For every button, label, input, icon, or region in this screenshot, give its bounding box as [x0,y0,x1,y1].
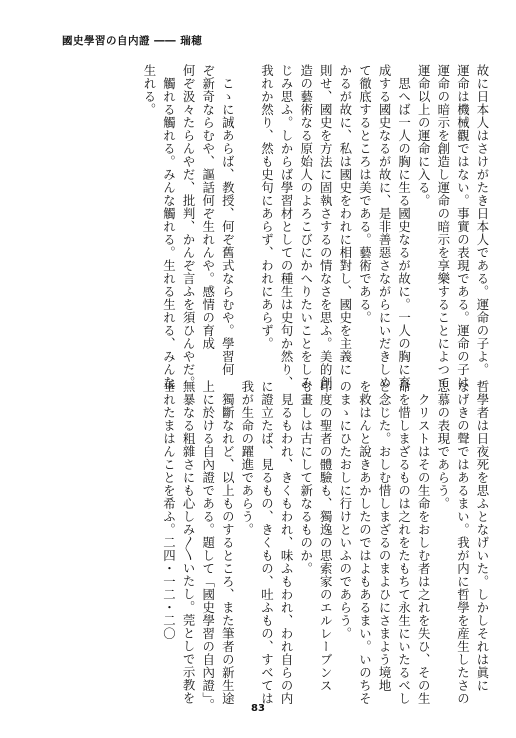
text-line: かるが故に、私は國史をわれに相對し、國史を主義に [337,64,353,376]
text-line: 運命以上の運命に入る。 [416,64,432,207]
text-line: 故に日本人はさけがたき日本人である。運命の子よ。 [475,64,490,376]
text-line: 成する國史なるが故に、是非善惡さながらにいだきしめ [377,64,393,389]
text-line: じみ思ふ。しからば學習材としての種生は史句か然り、 [279,64,295,389]
text-line: のまゝにひたおしに行けといふのであらう。 [337,380,353,640]
text-line: 運命の暗示を創造し運命の暗示を享樂することによつて [435,64,451,389]
text-line: こゝに誠あらば、教授、何ぞ舊式ならむや。學習何 [220,64,236,376]
text-line: 見るもわれ、きくもわれ、味ふもわれ、われ自らの内 [279,380,295,705]
text-line: 上に於ける自內證である。題して「國史學習の自內證」。 [200,380,216,712]
upper-text-block [139,64,492,389]
text-line: 我れか然り、然も史句にあらず、われにあらず。 [259,64,275,350]
text-line: クリストはその生命をおしむ者は之れを失ひ、その生 [416,380,432,705]
text-line: を救はんと說きあかしたのではよもあるまい。いのちそ [357,380,373,705]
text-line: 觸れる觸れる。みんな觸れる。生れる生れる、みんな [161,64,177,389]
text-line: 垂れたまはんことを希ふ。二四・一二・二〇 [161,380,177,640]
running-header: 國史學習の自内證 ―― 瑞穂 [62,35,203,47]
text-line: と念じた。おしむ惜しまざるのまよひにさまよう境地 [377,380,393,692]
text-line: て徹底するところは美である。藝術である。 [357,64,373,324]
text-line [237,64,257,374]
text-line: 無暴なる粗雜さにも心しみ〳〵いたし。莞としで示教を [181,380,197,705]
page-number: 83 [251,703,265,714]
text-line: 印度の聖者の體驗も、獨逸の思索家のエルレーブンス [318,380,334,692]
text-line: 造の藝術なる原始人のよろこびにかへりたいことをしみ [298,64,314,389]
text-line: 生れる。 [141,64,157,116]
text-line: 獨斷なれど、以上ものするところ、また筆者の新生途 [220,380,236,705]
text-line: 運命は機械觀ではない。事實の表現である。運命の子は [455,64,471,389]
text-line: 我が生命の躍進であらう。 [239,380,255,536]
text-line: 則せ、國史を方法に固執さするの情なさを思ふ。美的創 [318,64,334,389]
text-line: ぞ新奇ならむや、謳話何ぞ生れんや。感情の育成 [200,64,216,350]
text-line: 哲學者は日夜死を思ふとなげいた。しかしそれは眞に [475,380,490,692]
text-line: 何ぞ汲々たらんやだ、批判、かんぞ言ふを須ひんやだ。 [181,64,197,389]
text-line: 命を惜しまざるものは之れをたもちて永生にいたるべし [396,380,412,705]
text-line: 思へば一人の胸に生る國史なるが故に。一人の胸に育 [396,64,412,389]
text-line: 思慕の表現であらう。 [435,380,451,510]
text-line: も畫しは古にして新なるものか。 [298,380,314,575]
text-line: に證立たば、見るもの、きくもの、吐ふもの、すべては [259,380,275,705]
text-line: なげきの聲ではあるまい。我が内に哲學を産生したさの [455,380,471,705]
